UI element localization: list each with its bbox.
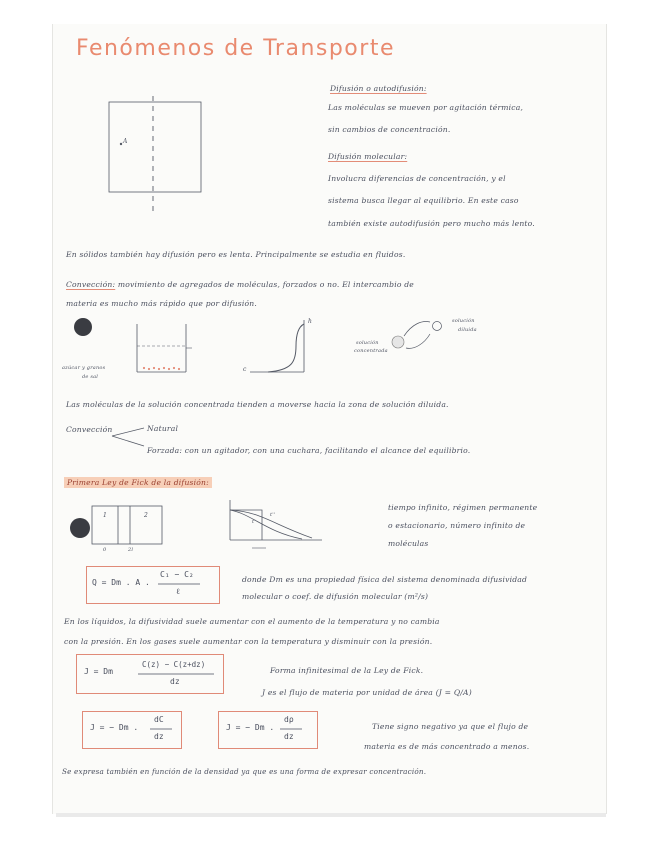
convection-forced: Forzada: con un agitador, con una cuchara, facilitando el alcance del equilibrio. [147, 446, 471, 455]
fick-heading: Primera Ley de Fick de la difusión: [64, 477, 212, 488]
convection-natural: Natural [147, 424, 179, 433]
solids-line: En sólidos también hay difusión pero es lenta. Principalmente se estudia en fluidos. [66, 250, 406, 259]
eq2-numerator: C(z) − C(z+dz) [142, 660, 206, 669]
tick-2l: 2l [128, 547, 134, 553]
molecular-diffusion-line-3: también existe autodifusión pero mucho más lento. [328, 219, 535, 228]
eq4-lhs: J = − Dm . [226, 723, 275, 732]
density-line: Se expresa también en función de la densidad ya que es una forma de expresar concentración. [62, 767, 427, 776]
sugar-caption-2: de sal [82, 374, 99, 380]
page-title: Fenómenos de Transporte [76, 36, 395, 61]
page-shadow [56, 813, 606, 817]
eq2-desc-1: Forma infinitesimal de la Ley de Fick. [270, 666, 424, 675]
fick-desc-1: tiempo infinito, régimen permanente [388, 503, 538, 512]
compartment-2-label: 2 [144, 512, 149, 519]
eq1-desc-2: molecular o coef. de difusión molecular (m²/s) [242, 592, 429, 601]
eq1-denominator: ℓ [176, 587, 180, 596]
convection-branch-arrows [110, 424, 146, 450]
conc-label-2: concentrada [354, 348, 388, 354]
eq3-lhs: J = − Dm . [90, 723, 139, 732]
diluted-label-1: solución [452, 318, 475, 324]
concentration-height-plot [238, 316, 318, 380]
eq2-denominator: dz [170, 677, 180, 686]
axis-c-label: c [243, 366, 247, 373]
autodiffusion-heading: Difusión o autodifusión: [330, 84, 427, 93]
molecules-line: Las moléculas de la solución concentrada tienden a moverse hacia la zona de solución diluida. [66, 400, 449, 409]
compartment-1-label: 1 [103, 512, 108, 519]
point-a-label: A [123, 138, 128, 145]
eq4-fraction-bar [280, 728, 302, 730]
convection-line-1 [66, 280, 414, 289]
convection-line-2: materia es mucho más rápido que por difusión. [66, 299, 257, 308]
beaker-figure [132, 318, 194, 378]
curve-label-t1: t' [252, 519, 256, 525]
curve-label-t2: t'' [270, 512, 276, 518]
eq1-numerator: C₁ − C₂ [160, 570, 194, 579]
eq3-fraction-bar [150, 728, 172, 730]
eq2-lhs: J = Dm [84, 667, 113, 676]
conc-label-1: solución [356, 340, 379, 346]
liquids-line-1: En los líquidos, la difusividad suele aumentar con el aumento de la temperatura y no cambia [64, 617, 440, 626]
fick-desc-2: o estacionario, número infinito de [388, 521, 526, 530]
eq1-desc-1: donde Dm es una propiedad física del sistema denominada difusividad [242, 575, 528, 584]
eq2-fraction-bar [138, 673, 214, 675]
eq2-desc-2: J es el flujo de materia por unidad de área (J = Q/A) [262, 688, 472, 697]
tick-zero: 0 [103, 547, 107, 553]
title-underline [74, 64, 424, 68]
liquids-line-2: con la presión. En los gases suele aumentar con la temperatura y disminuir con la presión. [64, 637, 433, 646]
molecular-diffusion-line-2: sistema busca llegar al equilibrio. En este caso [328, 196, 519, 205]
eq4-denominator: dz [284, 732, 294, 741]
molecular-diffusion-line-1: Involucra diferencias de concentración, y el [328, 174, 506, 183]
convection-term: Convección: [66, 280, 116, 289]
solution-exchange-diagram [380, 314, 462, 358]
diffusion-box-figure [105, 96, 205, 214]
diluted-label-2: diluida [458, 327, 477, 333]
autodiffusion-line-1: Las moléculas se mueven por agitación térmica, [328, 103, 524, 112]
eq4-numerator: dρ [284, 715, 294, 724]
eq3-denominator: dz [154, 732, 164, 741]
eq1-lhs: Q = Dm . A . [92, 578, 150, 587]
fick-desc-3: moléculas [388, 539, 429, 548]
sugar-caption-1: azúcar y granos [62, 365, 106, 371]
convection-types-label: Convección [66, 425, 113, 434]
convection-definition: movimiento de agregados de moléculas, forzados o no. El intercambio de [117, 280, 415, 289]
autodiffusion-line-2: sin cambios de concentración. [328, 125, 451, 134]
eq1-fraction-bar [158, 583, 200, 585]
molecular-diffusion-heading: Difusión molecular: [328, 152, 408, 161]
sign-note-1: Tiene signo negativo ya que el flujo de [372, 722, 529, 731]
sign-note-2: materia es de más concentrado a menos. [364, 742, 530, 751]
eq3-numerator: dC [154, 715, 164, 724]
concentration-time-plot [222, 496, 326, 554]
axis-h-label: h [308, 318, 313, 325]
dark-ball-icon [72, 316, 94, 338]
two-compartment-figure [66, 500, 166, 552]
